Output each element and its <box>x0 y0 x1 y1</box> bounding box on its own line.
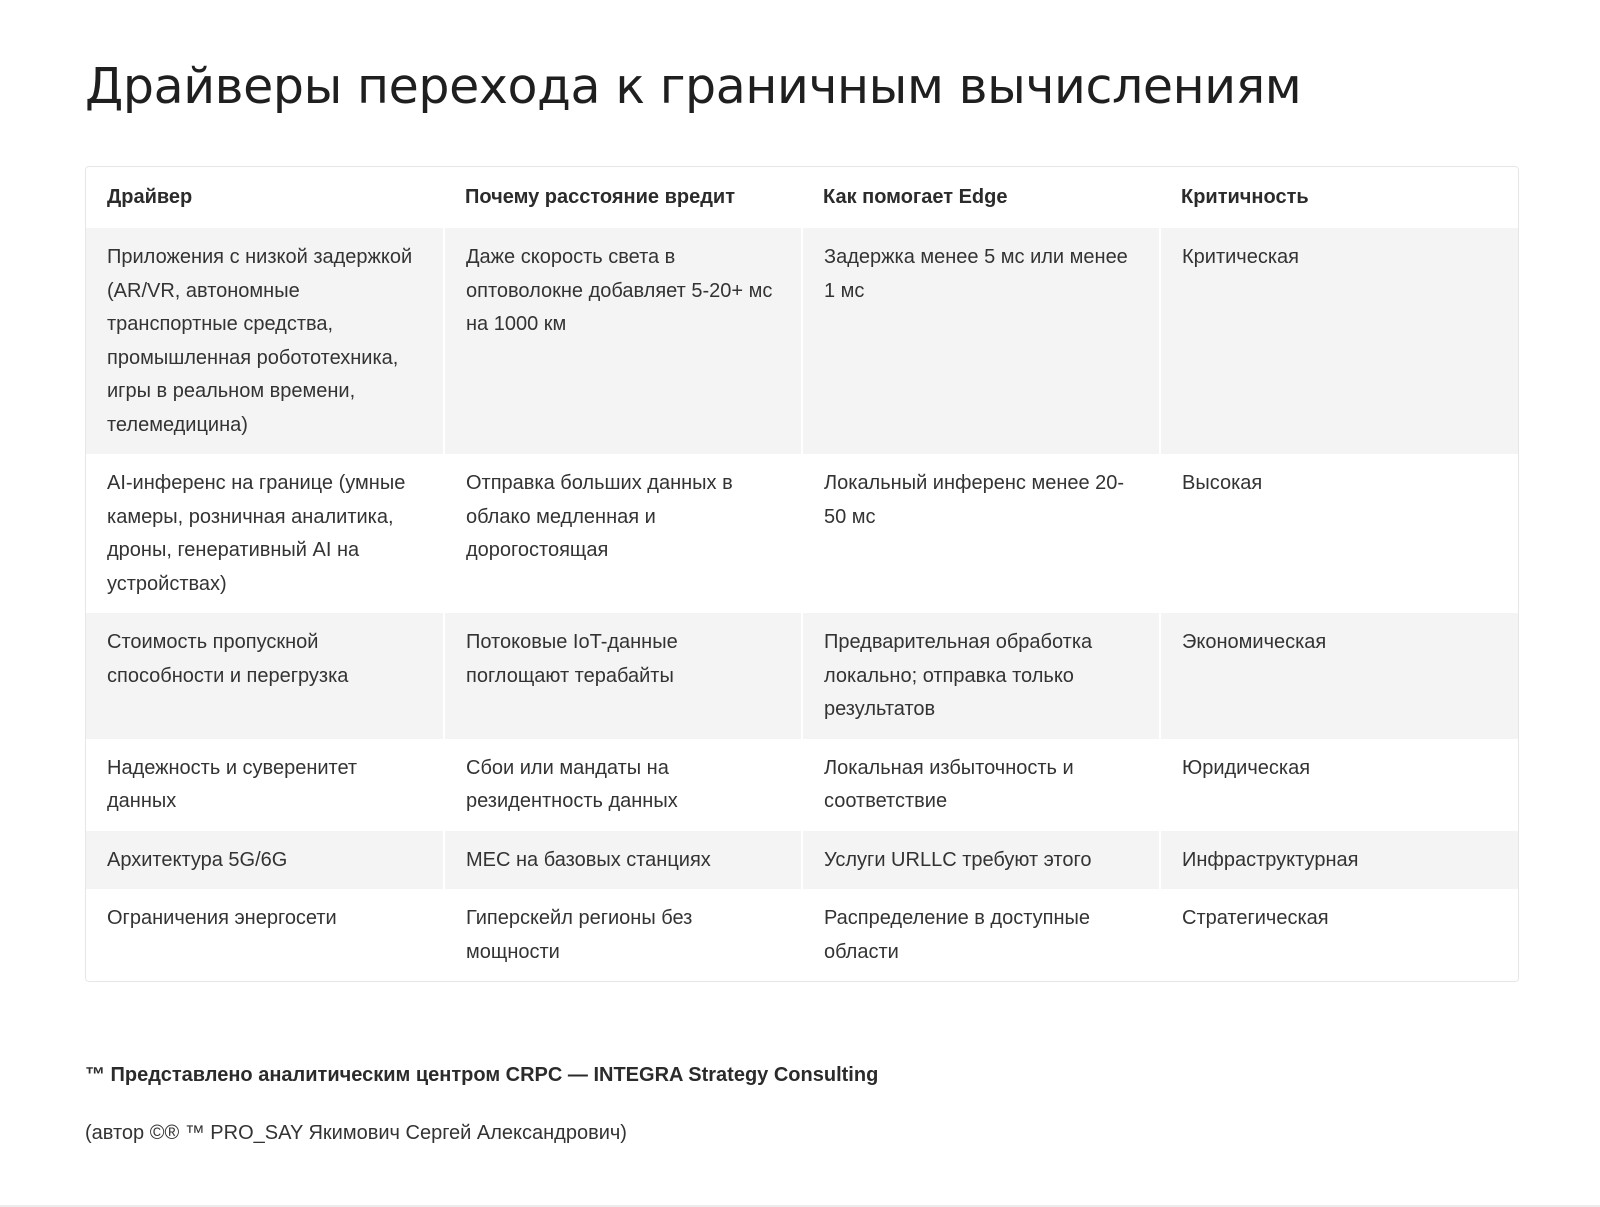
header-how-edge-helps: Как помогает Edge <box>802 167 1160 228</box>
header-why-distance-hurts: Почему расстояние вредит <box>444 167 802 228</box>
cell-why: Гиперскейл регионы без мощности <box>444 889 802 981</box>
cell-why: Даже скорость света в оптоволокне добавляет 5-20+ мс на 1000 км <box>444 228 802 454</box>
page-title: Драйверы перехода к граничным вычислениям <box>85 58 1302 115</box>
cell-why: Сбои или мандаты на резидентность данных <box>444 739 802 831</box>
table-row <box>86 454 1518 613</box>
table-row <box>86 831 1518 890</box>
cell-driver: Приложения с низкой задержкой (AR/VR, автономные транспортные средства, промышленная робототехника, игры в реальном времени, телемедицина) <box>86 228 444 454</box>
cell-how: Распределение в доступные области <box>802 889 1160 981</box>
cell-why: MEC на базовых станциях <box>444 831 802 890</box>
cell-driver: Ограничения энергосети <box>86 889 444 981</box>
cell-how: Локальный инференс менее 20-50 мс <box>802 454 1160 613</box>
credit-line: ™ Представлено аналитическим центром CRPC — INTEGRA Strategy Consulting <box>85 1064 879 1086</box>
cell-how: Задержка менее 5 мс или менее 1 мс <box>802 228 1160 454</box>
cell-criticality: Критическая <box>1160 228 1518 454</box>
cell-driver: Стоимость пропускной способности и перегрузка <box>86 613 444 739</box>
cell-why: Отправка больших данных в облако медленная и дорогостоящая <box>444 454 802 613</box>
cell-criticality: Высокая <box>1160 454 1518 613</box>
cell-driver: Надежность и суверенитет данных <box>86 739 444 831</box>
cell-why: Потоковые IoT-данные поглощают терабайты <box>444 613 802 739</box>
table-row <box>86 613 1518 739</box>
table-header-row <box>86 167 1518 228</box>
cell-how: Услуги URLLC требуют этого <box>802 831 1160 890</box>
cell-criticality: Экономическая <box>1160 613 1518 739</box>
author-line: (автор ©® ™ PRO_SAY Якимович Сергей Александрович) <box>85 1122 627 1144</box>
table-row <box>86 739 1518 831</box>
cell-criticality: Юридическая <box>1160 739 1518 831</box>
cell-how: Локальная избыточность и соответствие <box>802 739 1160 831</box>
table-row <box>86 228 1518 454</box>
cell-criticality: Инфраструктурная <box>1160 831 1518 890</box>
cell-how: Предварительная обработка локально; отправка только результатов <box>802 613 1160 739</box>
cell-driver: Архитектура 5G/6G <box>86 831 444 890</box>
drivers-table <box>86 167 1518 981</box>
header-criticality: Критичность <box>1160 167 1518 228</box>
cell-criticality: Стратегическая <box>1160 889 1518 981</box>
header-driver: Драйвер <box>86 167 444 228</box>
drivers-table-container <box>85 166 1519 982</box>
cell-driver: AI-инференс на границе (умные камеры, розничная аналитика, дроны, генеративный AI на устройствах) <box>86 454 444 613</box>
table-row <box>86 889 1518 981</box>
